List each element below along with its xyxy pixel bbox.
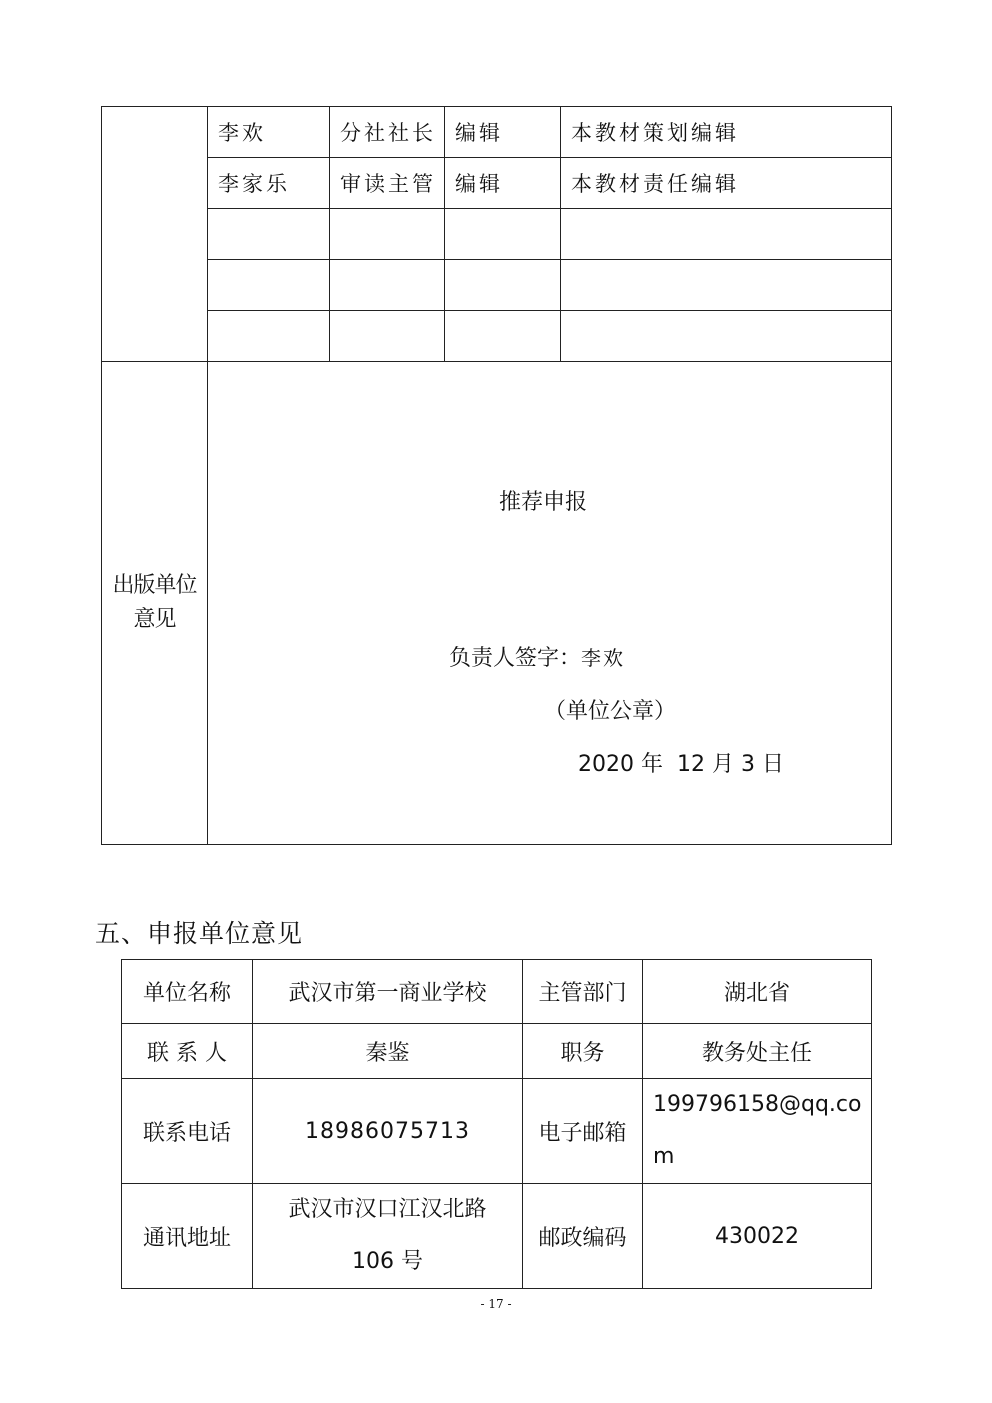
date-text: 2020 年 12 月 3 日 (578, 752, 784, 777)
phone-value: 18986075713 (253, 1079, 523, 1184)
recommendation-text: 推荐申报 (499, 490, 588, 515)
address-label: 通讯地址 (122, 1184, 253, 1289)
signer-name: 李欢 (581, 646, 626, 670)
publisher-opinion-content (208, 362, 892, 845)
unit-name-value: 武汉市第一商业学校 (253, 960, 523, 1024)
job-value: 教务处主任 (643, 1024, 872, 1079)
editor-role (561, 260, 892, 311)
contact-label: 联 系 人 (122, 1024, 253, 1079)
publisher-opinion-row (102, 362, 892, 845)
editor-title (445, 260, 561, 311)
editor-role: 本教材责任编辑 (561, 158, 892, 209)
table-row (122, 1079, 872, 1184)
editor-name (208, 311, 330, 362)
editor-position: 审读主管 (330, 158, 445, 209)
department-label: 主管部门 (523, 960, 643, 1024)
postcode-label: 邮政编码 (523, 1184, 643, 1289)
editor-position: 分社社长 (330, 107, 445, 158)
table-row (122, 1184, 872, 1289)
address-line2: 106 号 (352, 1249, 423, 1274)
phone-label: 联系电话 (122, 1079, 253, 1184)
blank-side-cell (102, 107, 208, 362)
editor-name (208, 209, 330, 260)
table-row (102, 158, 892, 209)
publisher-opinion-label-line2: 意见 (133, 607, 176, 632)
editor-table (101, 106, 892, 845)
editor-name: 李家乐 (208, 158, 330, 209)
table-row (102, 107, 892, 158)
editor-name: 李欢 (208, 107, 330, 158)
publisher-opinion-label-line1: 出版单位 (112, 573, 197, 598)
editor-position (330, 209, 445, 260)
unit-table (121, 959, 872, 1289)
signer-label: 负责人签字： (449, 646, 582, 671)
editor-name (208, 260, 330, 311)
table-row (122, 1024, 872, 1079)
editor-position (330, 260, 445, 311)
editor-title: 编辑 (445, 107, 561, 158)
postcode-value: 430022 (643, 1184, 872, 1289)
department-value: 湖北省 (643, 960, 872, 1024)
publisher-opinion-label (102, 362, 208, 845)
table-row (102, 209, 892, 260)
table-row (102, 260, 892, 311)
editor-role (561, 209, 892, 260)
section-heading: 五、申报单位意见 (95, 919, 304, 948)
editor-title (445, 311, 561, 362)
email-value: 199796158@qq.com (643, 1079, 872, 1184)
page-number: - 17 - (480, 1297, 512, 1311)
editor-role (561, 311, 892, 362)
signer-line (449, 641, 625, 672)
table-row (102, 311, 892, 362)
editor-title: 编辑 (445, 158, 561, 209)
editor-position (330, 311, 445, 362)
address-line1: 武汉市汉口江汉北路 (288, 1197, 487, 1222)
email-label: 电子邮箱 (523, 1079, 643, 1184)
address-value (253, 1184, 523, 1289)
contact-value: 秦鉴 (253, 1024, 523, 1079)
seal-text: （单位公章） (544, 699, 677, 724)
job-label: 职务 (523, 1024, 643, 1079)
editor-title (445, 209, 561, 260)
unit-name-label: 单位名称 (122, 960, 253, 1024)
table-row (122, 960, 872, 1024)
editor-role: 本教材策划编辑 (561, 107, 892, 158)
